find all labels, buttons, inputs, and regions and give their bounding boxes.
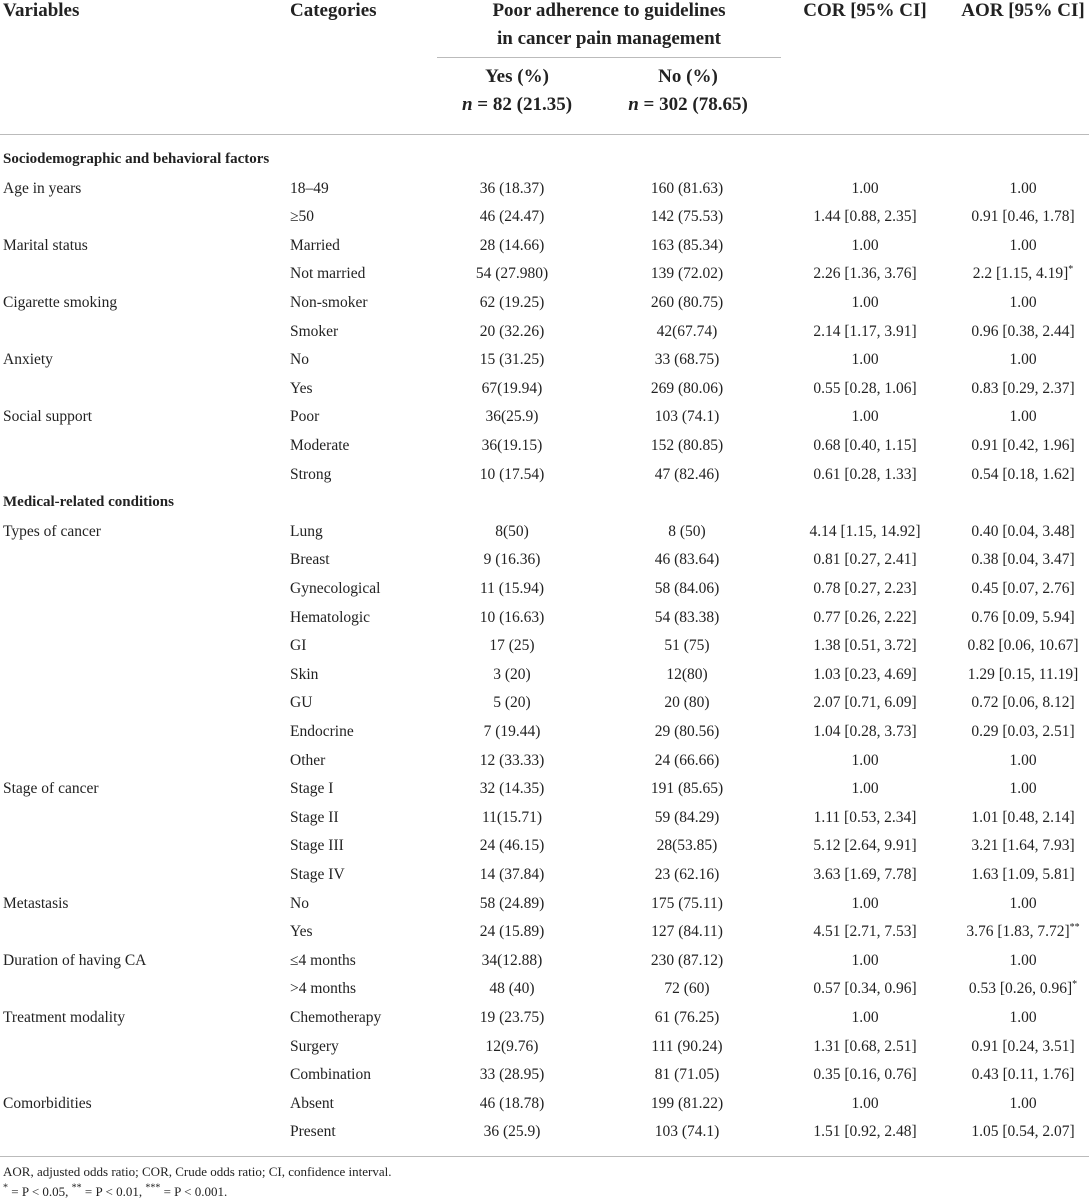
cell-cor: 1.31 [0.68, 2.51] — [813, 1037, 917, 1055]
aor-value: 1.00 — [1009, 780, 1037, 798]
cell-aor — [948, 523, 1089, 541]
cell-yes: 20 (32.26) — [479, 322, 545, 340]
cell-no: 51 (75) — [664, 637, 710, 655]
cell-aor — [948, 237, 1089, 255]
cell-category: Surgery — [290, 1037, 339, 1055]
header-yes-n: n = 82 (21.35) — [461, 94, 573, 115]
cell-no: 111 (90.24) — [651, 1037, 723, 1055]
section-title: Sociodemographic and behavioral factors — [3, 151, 270, 167]
bottom-rule — [0, 1156, 1089, 1157]
header-aor: AOR [95% CI] — [961, 0, 1085, 21]
cell-category: Stage I — [290, 780, 334, 798]
table-row — [0, 201, 1089, 230]
cell-yes: 12(9.76) — [485, 1037, 539, 1055]
header-categories: Categories — [290, 0, 377, 21]
header-variables: Variables — [3, 0, 80, 21]
aor-value: 1.00 — [1009, 351, 1037, 369]
aor-value: 3.21 [1.64, 7.93] — [971, 837, 1075, 855]
cell-no: 12(80) — [666, 665, 708, 683]
cell-no: 152 (80.85) — [650, 437, 724, 454]
cell-yes: 10 (16.63) — [479, 608, 545, 626]
table-row — [0, 1031, 1089, 1060]
cell-yes: 11(15.71) — [481, 808, 543, 826]
cell-cor: 0.81 [0.27, 2.41] — [813, 551, 917, 569]
cell-no: 260 (80.75) — [650, 294, 724, 311]
table-row — [0, 173, 1089, 202]
table-row — [0, 630, 1089, 659]
table-row — [0, 1116, 1089, 1145]
cell-aor — [948, 1038, 1089, 1056]
table-header — [0, 0, 1089, 134]
cell-yes: 8(50) — [495, 522, 529, 540]
table-row — [0, 745, 1089, 774]
cell-no: 139 (72.02) — [650, 265, 724, 283]
table-row — [0, 430, 1089, 459]
cell-category: Strong — [290, 465, 332, 483]
cell-cor: 1.00 — [851, 751, 879, 769]
cell-aor — [948, 809, 1089, 827]
cell-cor: 1.00 — [851, 351, 879, 369]
cell-variable: Stage of cancer — [3, 780, 99, 798]
table-row — [0, 602, 1089, 631]
aor-value: 1.00 — [1009, 751, 1037, 769]
significance-mark: * — [1068, 264, 1074, 276]
cell-cor: 4.51 [2.71, 7.53] — [813, 923, 917, 941]
cell-variable: Comorbidities — [3, 1094, 92, 1112]
cell-yes: 24 (15.89) — [479, 923, 545, 941]
cell-category: Poor — [290, 408, 320, 426]
cell-variable: Types of cancer — [3, 522, 101, 540]
cell-yes: 3 (20) — [493, 665, 531, 683]
table-row — [0, 659, 1089, 688]
cell-no: 103 (74.1) — [654, 1123, 720, 1141]
cell-category: ≥50 — [290, 208, 315, 226]
aor-value: 0.91 [0.42, 1.96] — [971, 437, 1075, 454]
cell-cor: 1.38 [0.51, 3.72] — [813, 637, 917, 655]
cell-yes: 11 (15.94) — [480, 580, 544, 597]
table-row — [0, 516, 1089, 545]
aor-value: 1.63 [1.09, 5.81] — [971, 866, 1075, 883]
cell-no: 72 (60) — [664, 980, 710, 998]
aor-value: 1.05 [0.54, 2.07] — [971, 1123, 1075, 1141]
table-row — [0, 830, 1089, 859]
cell-no: 163 (85.34) — [650, 236, 724, 254]
cell-category: Present — [290, 1123, 336, 1141]
aor-value: 0.76 [0.09, 5.94] — [971, 608, 1075, 626]
cell-category: No — [290, 351, 309, 369]
cell-aor — [948, 323, 1089, 341]
cell-aor — [948, 380, 1089, 398]
cell-variable: Age in years — [3, 179, 82, 197]
aor-value: 1.29 [0.15, 11.19] — [967, 665, 1079, 683]
cell-cor: 0.61 [0.28, 1.33] — [813, 465, 917, 483]
aor-value: 0.82 [0.06, 10.67] — [967, 637, 1079, 655]
cell-category: Hematologic — [290, 608, 371, 626]
cell-cor: 1.00 — [851, 408, 879, 426]
table-row — [0, 773, 1089, 802]
cell-category: ≤4 months — [290, 951, 356, 969]
aor-value: 1.00 — [1009, 179, 1037, 197]
section-row — [0, 144, 1089, 173]
cell-category: Lung — [290, 522, 323, 540]
cell-aor — [948, 180, 1089, 198]
cell-yes: 17 (25) — [489, 637, 535, 655]
cell-variable: Marital status — [3, 236, 88, 254]
table-row — [0, 373, 1089, 402]
cell-no: 8 (50) — [668, 522, 706, 540]
cell-category: Stage II — [290, 808, 339, 826]
aor-value: 0.38 [0.04, 3.47] — [971, 551, 1075, 569]
table-row — [0, 1059, 1089, 1088]
cell-aor — [948, 952, 1089, 970]
cell-yes: 46 (24.47) — [479, 208, 545, 226]
cell-aor — [948, 666, 1089, 684]
table-row — [0, 401, 1089, 430]
cell-aor — [948, 1009, 1089, 1027]
cell-aor — [948, 694, 1089, 712]
footnote-significance: * = P < 0.05, ** = P < 0.01, *** = P < 0.001. — [3, 1182, 228, 1199]
aor-value: 1.00 — [1009, 1009, 1037, 1026]
cell-cor: 1.04 [0.28, 3.73] — [813, 723, 917, 740]
cell-category: No — [290, 894, 309, 912]
cell-no: 142 (75.53) — [650, 208, 724, 226]
cell-no: 47 (82.46) — [654, 465, 720, 483]
header-no-label: No (%) — [658, 66, 718, 87]
cell-cor: 1.11 [0.53, 2.34] — [813, 808, 917, 826]
table-row — [0, 973, 1089, 1002]
group-underline — [437, 57, 781, 58]
cell-yes: 28 (14.66) — [479, 236, 545, 254]
aor-value: 2.2 [1.15, 4.19] — [972, 265, 1069, 283]
cell-no: 59 (84.29) — [654, 808, 720, 826]
cell-category: GU — [290, 694, 313, 712]
cell-aor — [948, 466, 1089, 484]
cell-yes: 10 (17.54) — [479, 465, 545, 483]
cell-cor: 1.00 — [851, 294, 879, 311]
table-row — [0, 344, 1089, 373]
aor-value: 0.43 [0.11, 1.76] — [971, 1066, 1075, 1084]
cell-no: 28(53.85) — [656, 837, 718, 855]
cell-no: 81 (71.05) — [654, 1066, 720, 1084]
aor-value: 1.00 — [1009, 408, 1037, 426]
cell-yes: 48 (40) — [489, 980, 535, 998]
aor-value: 1.00 — [1009, 951, 1037, 969]
cell-category: >4 months — [290, 980, 357, 998]
cell-yes: 67(19.94) — [481, 379, 543, 397]
cell-no: 269 (80.06) — [650, 379, 724, 397]
cell-no: 127 (84.11) — [651, 923, 723, 941]
table-row — [0, 230, 1089, 259]
cell-cor: 1.00 — [851, 1094, 879, 1112]
cell-category: Yes — [290, 379, 313, 397]
table-row — [0, 544, 1089, 573]
cell-aor — [948, 408, 1089, 426]
cell-no: 175 (75.11) — [651, 894, 723, 912]
cell-yes: 19 (23.75) — [479, 1009, 545, 1026]
cell-cor: 2.26 [1.36, 3.76] — [813, 265, 917, 283]
cell-category: Combination — [290, 1066, 371, 1084]
cell-category: Yes — [290, 923, 313, 941]
cell-yes: 34(12.88) — [481, 951, 543, 969]
cell-yes: 15 (31.25) — [479, 351, 545, 369]
table-row — [0, 916, 1089, 945]
significance-mark: ** — [1069, 922, 1080, 934]
cell-cor: 2.14 [1.17, 3.91] — [813, 322, 917, 340]
cell-no: 42(67.74) — [656, 322, 718, 340]
cell-yes: 54 (27.980) — [475, 265, 549, 283]
cell-category: Smoker — [290, 322, 339, 340]
header-group-line2: in cancer pain management — [497, 28, 721, 49]
cell-category: Moderate — [290, 437, 350, 454]
table-row — [0, 1002, 1089, 1031]
cell-yes: 7 (19.44) — [483, 723, 541, 740]
cell-category: Chemotherapy — [290, 1009, 382, 1026]
cell-yes: 58 (24.89) — [479, 894, 545, 912]
header-cor: COR [95% CI] — [803, 0, 927, 21]
cell-variable: Anxiety — [3, 351, 53, 369]
cell-cor: 1.00 — [851, 236, 879, 254]
cell-yes: 33 (28.95) — [479, 1066, 545, 1084]
table-row — [0, 287, 1089, 316]
table-row — [0, 945, 1089, 974]
cell-cor: 1.00 — [851, 951, 879, 969]
aor-value: 0.96 [0.38, 2.44] — [971, 322, 1075, 340]
cell-category: Other — [290, 751, 326, 769]
cell-yes: 14 (37.84) — [479, 866, 545, 883]
table-row — [0, 258, 1089, 287]
cell-aor — [948, 637, 1089, 655]
cell-variable: Duration of having CA — [3, 951, 147, 969]
cell-aor — [948, 752, 1089, 770]
cell-yes: 12 (33.33) — [479, 751, 545, 769]
cell-cor: 0.78 [0.27, 2.23] — [813, 580, 917, 597]
cell-yes: 36(25.9) — [485, 408, 539, 426]
cell-cor: 5.12 [2.64, 9.91] — [813, 837, 917, 855]
cell-no: 46 (83.64) — [654, 551, 720, 569]
cell-no: 199 (81.22) — [650, 1094, 724, 1112]
aor-value: 0.91 [0.24, 3.51] — [971, 1037, 1075, 1055]
table-row — [0, 573, 1089, 602]
table-row — [0, 1088, 1089, 1117]
cell-cor: 0.35 [0.16, 0.76] — [813, 1066, 917, 1084]
cell-aor — [948, 923, 1089, 941]
cell-yes: 36 (25.9) — [483, 1123, 541, 1141]
header-yes-label: Yes (%) — [485, 66, 549, 87]
cell-no: 24 (66.66) — [654, 751, 720, 769]
cell-yes: 36 (18.37) — [479, 179, 545, 197]
cell-no: 58 (84.06) — [654, 580, 720, 597]
cell-cor: 0.57 [0.34, 0.96] — [813, 980, 917, 998]
cell-yes: 62 (19.25) — [479, 294, 545, 311]
cell-category: Gynecological — [290, 580, 381, 597]
aor-value: 0.45 [0.07, 2.76] — [971, 580, 1075, 597]
cell-yes: 32 (14.35) — [479, 780, 545, 798]
cell-cor: 1.00 — [851, 894, 879, 912]
cell-aor — [948, 1095, 1089, 1113]
cell-no: 191 (85.65) — [650, 780, 724, 798]
aor-value: 0.53 [0.26, 0.96] — [968, 980, 1073, 998]
aor-value: 0.29 [0.03, 2.51] — [971, 723, 1075, 740]
cell-no: 33 (68.75) — [654, 351, 720, 369]
cell-category: GI — [290, 637, 307, 655]
header-group-line1: Poor adherence to guidelines — [492, 0, 726, 21]
section-title: Medical-related conditions — [3, 494, 174, 511]
cell-aor — [948, 351, 1089, 369]
cell-variable: Social support — [3, 408, 93, 426]
cell-category: Breast — [290, 551, 330, 569]
table-row — [0, 716, 1089, 745]
cell-category: Stage III — [290, 837, 344, 855]
section-row — [0, 487, 1089, 516]
cell-aor — [948, 551, 1089, 569]
cell-aor — [948, 609, 1089, 627]
header-no-n: n = 302 (78.65) — [628, 94, 748, 115]
aor-value: 1.00 — [1009, 1094, 1037, 1112]
table-row — [0, 687, 1089, 716]
cell-yes: 9 (16.36) — [483, 551, 541, 569]
cell-cor: 0.55 [0.28, 1.06] — [813, 379, 917, 397]
cell-aor — [948, 294, 1089, 312]
cell-yes: 5 (20) — [493, 694, 531, 712]
cell-no: 23 (62.16) — [654, 866, 720, 883]
cell-aor — [948, 265, 1089, 283]
cell-aor — [948, 780, 1089, 798]
table-row — [0, 888, 1089, 917]
table-row — [0, 459, 1089, 488]
cell-category: Not married — [290, 265, 366, 283]
cell-aor — [948, 437, 1089, 455]
cell-no: 20 (80) — [664, 694, 710, 712]
cell-cor: 1.00 — [851, 780, 879, 798]
aor-value: 0.91 [0.46, 1.78] — [971, 208, 1075, 226]
cell-cor: 1.03 [0.23, 4.69] — [813, 665, 917, 683]
cell-cor: 0.68 [0.40, 1.15] — [813, 437, 917, 454]
cell-cor: 3.63 [1.69, 7.78] — [813, 866, 917, 883]
cell-category: Skin — [290, 665, 319, 683]
cell-no: 230 (87.12) — [650, 951, 724, 969]
table-row — [0, 802, 1089, 831]
cell-aor — [948, 866, 1089, 884]
cell-category: 18–49 — [290, 179, 329, 197]
cell-aor — [948, 980, 1089, 998]
cell-variable: Metastasis — [3, 894, 69, 912]
cell-aor — [948, 580, 1089, 598]
cell-aor — [948, 1123, 1089, 1141]
cell-category: Endocrine — [290, 723, 354, 740]
cell-no: 54 (83.38) — [654, 608, 720, 626]
cell-aor — [948, 208, 1089, 226]
aor-value: 0.40 [0.04, 3.48] — [971, 522, 1075, 540]
table-row — [0, 859, 1089, 888]
aor-value: 0.72 [0.06, 8.12] — [971, 694, 1075, 712]
cell-category: Absent — [290, 1094, 334, 1112]
cell-yes: 46 (18.78) — [479, 1094, 545, 1112]
cell-no: 160 (81.63) — [650, 179, 724, 197]
cell-no: 103 (74.1) — [654, 408, 720, 426]
aor-value: 1.00 — [1009, 294, 1037, 311]
cell-variable: Cigarette smoking — [3, 294, 118, 311]
table-row — [0, 316, 1089, 345]
footnote-abbreviations: AOR, adjusted odds ratio; COR, Crude odds ratio; CI, confidence interval. — [3, 1164, 392, 1179]
cell-no: 61 (76.25) — [654, 1009, 720, 1026]
aor-value: 1.00 — [1009, 894, 1037, 912]
cell-cor: 1.00 — [851, 179, 879, 197]
cell-cor: 0.77 [0.26, 2.22] — [813, 608, 917, 626]
cell-variable: Treatment modality — [3, 1009, 126, 1026]
aor-value: 1.00 — [1009, 236, 1037, 254]
aor-value: 0.54 [0.18, 1.62] — [971, 465, 1075, 483]
aor-value: 0.83 [0.29, 2.37] — [971, 379, 1075, 397]
cell-no: 29 (80.56) — [654, 723, 720, 740]
cell-cor: 1.00 — [851, 1009, 879, 1026]
cell-aor — [948, 837, 1089, 855]
cell-cor: 1.51 [0.92, 2.48] — [813, 1123, 917, 1141]
cell-aor — [948, 895, 1089, 913]
cell-cor: 1.44 [0.88, 2.35] — [813, 208, 917, 226]
cell-cor: 4.14 [1.15, 14.92] — [809, 522, 921, 540]
cell-category: Stage IV — [290, 866, 345, 883]
aor-value: 1.01 [0.48, 2.14] — [971, 808, 1075, 826]
significance-mark: * — [1072, 979, 1078, 991]
cell-category: Married — [290, 236, 340, 254]
cell-category: Non-smoker — [290, 294, 368, 311]
cell-cor: 2.07 [0.71, 6.09] — [813, 694, 917, 712]
aor-value: 3.76 [1.83, 7.72] — [966, 923, 1070, 941]
cell-aor — [948, 723, 1089, 741]
cell-yes: 24 (46.15) — [479, 837, 545, 855]
header-rule — [0, 134, 1089, 135]
cell-aor — [948, 1066, 1089, 1084]
cell-yes: 36(19.15) — [481, 437, 543, 454]
